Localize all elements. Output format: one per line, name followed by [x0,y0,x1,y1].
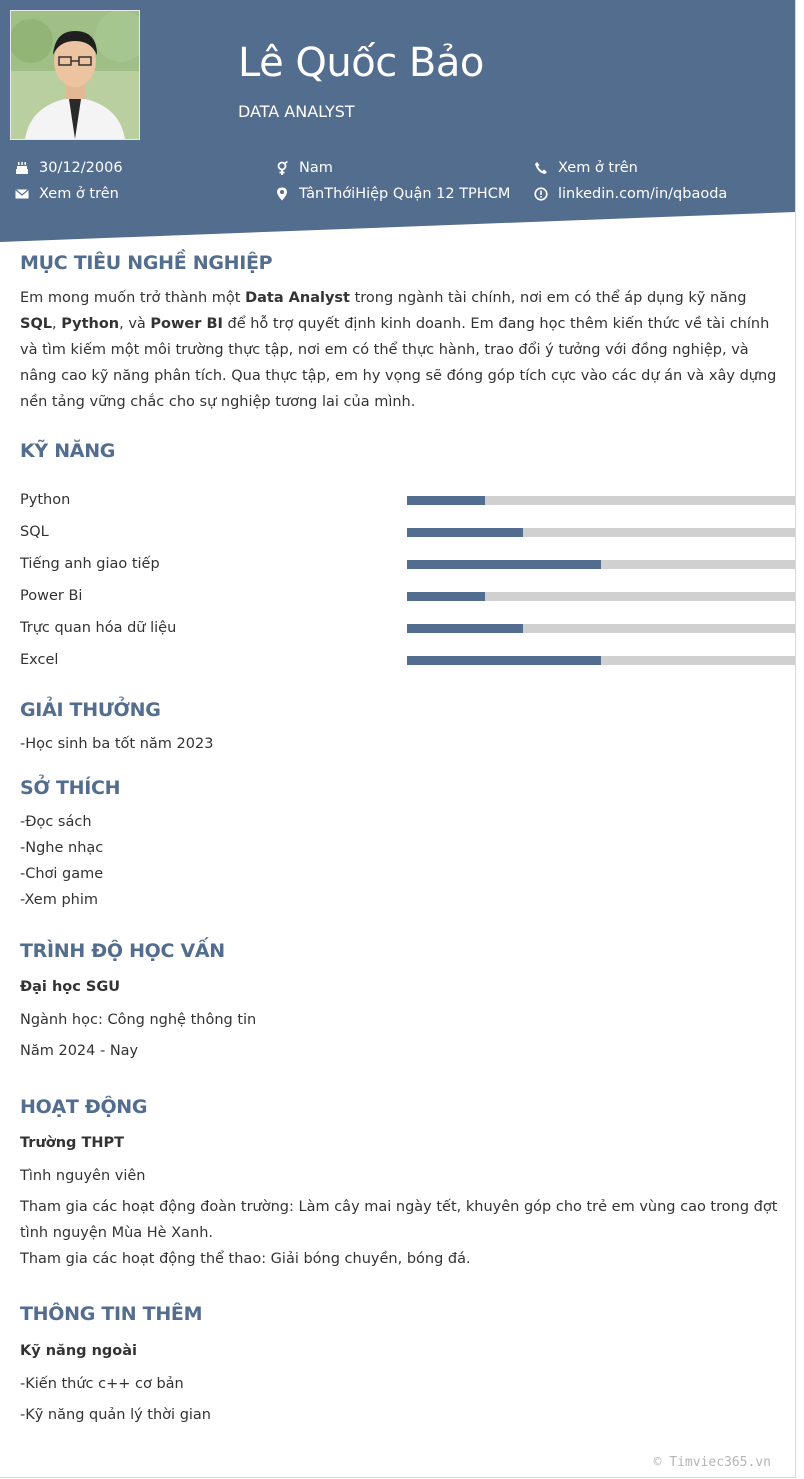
skill-bar [407,624,795,633]
website-info [534,186,727,202]
skill-name: Trực quan hóa dữ liệu [20,620,177,636]
skill-bar [407,496,795,505]
envelope-icon [15,187,29,201]
hobby-item: -Đọc sách [20,814,92,830]
birthday-info [15,160,123,176]
objective-text-part: , [52,316,62,332]
objective-keyword: SQL [20,316,53,332]
skill-row [20,620,795,640]
skill-bar-fill [407,528,523,537]
hobby-item: -Nghe nhạc [20,840,104,856]
activities-title: HOẠT ĐỘNG [20,1096,148,1118]
hobbies-title: SỞ THÍCH [20,777,121,799]
map-pin-icon [275,187,289,201]
objective-text [20,285,780,415]
skill-name: Power Bi [20,588,83,604]
objective-title: MỤC TIÊU NGHỀ NGHIỆP [20,252,273,274]
skill-name: Excel [20,652,59,668]
objective-text-part: Em mong muốn trở thành một [20,290,246,306]
major: Ngành học: Công nghệ thông tin [20,1012,257,1028]
awards-title: GIẢI THƯỞNG [20,699,161,721]
skills-title: KỸ NĂNG [20,440,116,462]
birthday-value: 30/12/2006 [39,160,123,176]
objective-text-part: , và [119,316,151,332]
objective-keyword: Data Analyst [245,290,350,306]
gender-value: Nam [299,160,333,176]
cake-icon [15,161,29,175]
skill-bar [407,592,795,601]
additional-item: -Kiến thức c++ cơ bản [20,1376,184,1392]
additional-title: THÔNG TIN THÊM [20,1303,203,1325]
website-link[interactable]: linkedin.com/in/qbaoda [558,186,728,202]
skill-bar-fill [407,496,485,505]
study-period: Năm 2024 - Nay [20,1043,139,1059]
skill-bar [407,560,795,569]
email-value: Xem ở trên [39,186,119,202]
skill-bar-fill [407,624,523,633]
profile-photo [10,10,140,140]
award-item: -Học sinh ba tốt năm 2023 [20,736,214,752]
hobby-item: -Chơi game [20,866,104,882]
phone-icon [534,161,548,175]
additional-item: -Kỹ năng quản lý thời gian [20,1407,211,1423]
objective-text-part: để hỗ trợ quyết định kinh doanh. Em đang học thêm kiến thức về tài chính và tìm kiếm một môi trường thực tập, nơi em có thể thực hành, trao đổi ý tưởng với đồng nghiệp, và nâng cao kỹ năng phân tích. Qua thực tập, em hy vọng sẽ đóng góp tích cực vào các dự án và xây dựng nền tảng vững chắc cho sự nghiệp tương lai của mình. [20,316,777,410]
skill-bar-fill [407,592,485,601]
activity-role: Tình nguyên viên [20,1168,146,1184]
objective-keyword: Python [61,316,120,332]
skill-row [20,588,795,608]
gender-info [275,160,333,176]
activity-org: Trường THPT [20,1135,125,1151]
candidate-name: Lê Quốc Bảo [238,40,484,86]
phone-value: Xem ở trên [558,160,638,176]
phone-info [534,160,638,176]
skill-bar-fill [407,656,601,665]
activity-description: Tham gia các hoạt động đoàn trường: Làm cây mai ngày tết, khuyên góp cho trẻ em vùng cao trong đợt tình nguyện Mùa Hè Xanh. [20,1199,778,1241]
objective-keyword: Power BI [150,316,223,332]
email-info [15,186,119,202]
job-title: DATA ANALYST [238,102,355,121]
skill-name: Tiếng anh giao tiếp [20,556,160,572]
skill-name: SQL [20,524,49,540]
watermark: © Timviec365.vn [653,1455,771,1470]
info-circle-icon [534,187,548,201]
skill-bar-fill [407,560,601,569]
school-name: Đại học SGU [20,979,120,995]
skill-row [20,524,795,544]
hobby-item: -Xem phim [20,892,98,908]
education-title: TRÌNH ĐỘ HỌC VẤN [20,940,225,962]
skill-row [20,556,795,576]
skill-name: Python [20,492,71,508]
skill-bar [407,656,795,665]
address-value: TânThớiHiệp Quận 12 TPHCM [299,186,511,202]
skill-bar [407,528,795,537]
additional-heading: Kỹ năng ngoài [20,1343,138,1359]
skill-row [20,652,795,672]
gender-icon [275,161,289,175]
activity-description: Tham gia các hoạt động thể thao: Giải bóng chuyền, bóng đá. [20,1251,471,1267]
skill-row [20,492,795,512]
address-info [275,186,510,202]
objective-text-part: trong ngành tài chính, nơi em có thể áp dụng kỹ năng [349,290,747,306]
